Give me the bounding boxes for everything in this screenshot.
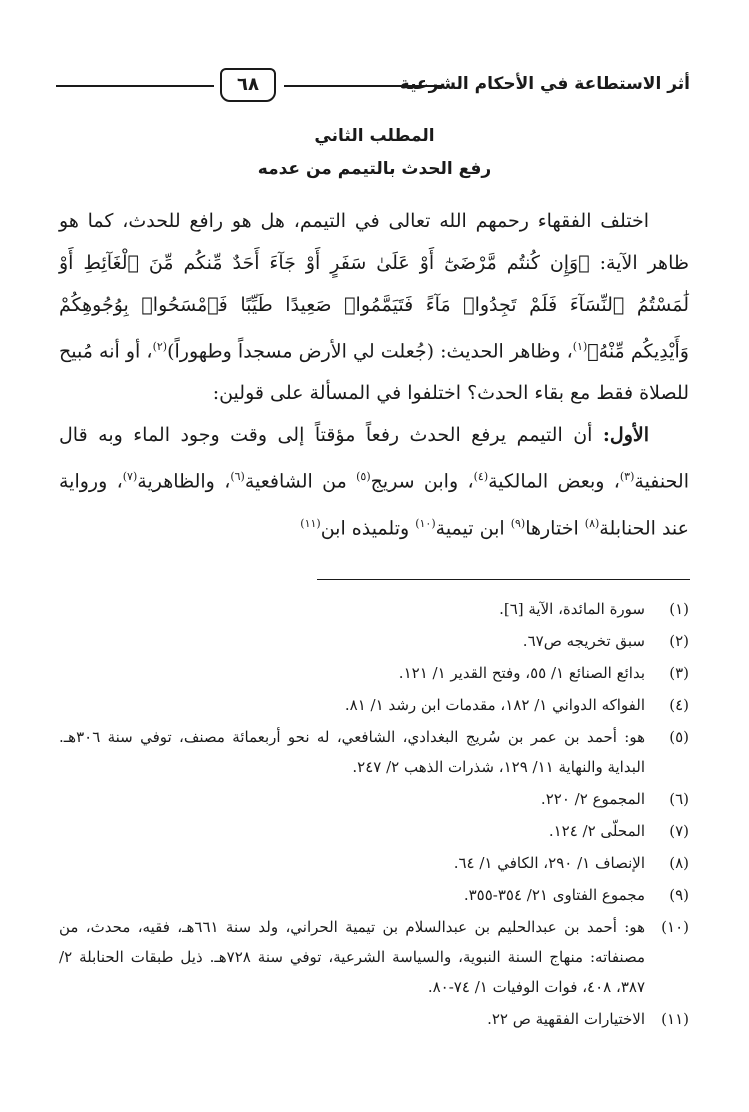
footnote xyxy=(59,848,689,878)
footnote-text: سبق تخريجه ص٦٧. xyxy=(522,632,645,650)
opinion-text-a: أن التيمم يرفع الحدث رفعاً مؤقتاً إلى وقت وجود الماء وبه قال الحنفية xyxy=(59,424,689,493)
paragraph-intro xyxy=(59,200,689,414)
footnote-ref-10: (١٠) xyxy=(415,516,436,530)
footnote xyxy=(59,594,689,624)
running-title: أثر الاستطاعة في الأحكام الشرعية xyxy=(399,74,690,94)
opinion-text-b: ، وبعض المالكية xyxy=(488,470,620,493)
footnote-number: (٩) xyxy=(669,886,689,904)
footnote-number: (٧) xyxy=(669,822,689,840)
paragraph-first-opinion xyxy=(59,414,689,549)
footnote xyxy=(59,912,689,1002)
footnote-text: الفواكه الدواني ١/ ١٨٢، مقدمات ابن رشد ١/ ٨١. xyxy=(344,696,645,714)
footnote xyxy=(59,880,689,910)
footnote-ref-8: (٨) xyxy=(584,516,600,530)
footnote xyxy=(59,816,689,846)
quran-verse: ﴿وَإِن كُنتُم مَّرْضَىٰٓ أَوْ عَلَىٰ سَفَرٍ أَوْ جَآءَ أَحَدٌ مِّنكُم مِّنَ ٱلْغَآئِطِ أَوْ لَٰمَسْتُمُ ٱلنِّسَآءَ فَلَمْ تَجِدُوا۟ مَآءً فَتَيَمَّمُوا۟ صَعِيدًا طَيِّبًا فَٱمْسَحُوا۟ بِوُجُوهِكُمْ وَأَيْدِيكُم مِّنْهُ﴾ xyxy=(59,252,689,363)
footnotes xyxy=(59,594,689,1036)
footnote-divider xyxy=(317,579,690,580)
footnote-ref-1: (١) xyxy=(572,340,588,353)
section-subtitle: رفع الحدث بالتيمم من عدمه xyxy=(257,159,492,179)
footnote-number: (١١) xyxy=(661,1010,689,1028)
section-title: المطلب الثاني xyxy=(314,126,435,146)
footnote xyxy=(59,626,689,656)
first-opinion-label: الأول: xyxy=(602,424,649,447)
footnote xyxy=(59,784,689,814)
footnote-number: (٤) xyxy=(669,696,689,714)
opinion-text-h: ابن تيمية xyxy=(435,516,511,539)
header-rule-right xyxy=(284,85,442,87)
footnote-ref-6: (٦) xyxy=(230,470,245,484)
opinion-text-c: ، وابن سريج xyxy=(370,470,474,493)
footnote-text: المجموع ٢/ ٢٢٠. xyxy=(540,790,645,808)
opinion-text-i: وتلميذه ابن xyxy=(320,516,416,539)
footnote xyxy=(59,722,689,782)
opinion-text-e: ، والظاهرية xyxy=(137,470,231,493)
footnote-ref-9: (٩) xyxy=(510,516,526,530)
footnote-ref-3: (٣) xyxy=(619,470,635,484)
footnote-text: هو: أحمد بن عبدالحليم بن عبدالسلام بن تيمية الحراني، ولد سنة ٦٦١هـ، فقيه، محدث، من مصنفاته: منهاج السنة النبوية، والسياسة الشرعية، توفي سنة ٧٢٨هـ. ذيل طبقات الحنابلة ٢/ ٣٨٧، ٤٠٨، فوات الوفيات ١/ ٧٤-٨٠. xyxy=(59,918,646,996)
footnote xyxy=(59,690,689,720)
footnote-ref-4: (٤) xyxy=(473,470,489,484)
hadith-text: ، وظاهر الحديث: (جُعلت لي الأرض مسجداً وطهوراً) xyxy=(167,340,573,363)
opinion-text-d: من الشافعية xyxy=(244,470,357,493)
footnote-number: (١) xyxy=(669,600,689,618)
footnote-text: بدائع الصنائع ١/ ٥٥، وفتح القدير ١/ ١٢١. xyxy=(398,664,645,682)
opinion-text-f: ، ورواية عند الحنابلة xyxy=(59,470,689,539)
footnote-text: سورة المائدة، الآية [٦]. xyxy=(499,600,645,618)
footnote-ref-7: (٧) xyxy=(122,470,138,484)
question-text: ، أو أنه مُبيح للصلاة فقط مع بقاء الحدث؟ اختلفوا في المسألة على قولين: xyxy=(59,340,689,405)
page-number: ٦٨ xyxy=(220,68,276,102)
header-rule-left xyxy=(56,85,214,87)
footnote-text: مجموع الفتاوى ٢١/ ٣٥٤-٣٥٥. xyxy=(463,886,645,904)
page-header xyxy=(60,68,690,112)
footnote-ref-2: (٢) xyxy=(152,340,168,353)
footnote-number: (٦) xyxy=(669,790,689,808)
footnote-text: هو: أحمد بن عمر بن سُريج البغدادي، الشافعي، له نحو أربعمائة مصنف، توفي سنة ٣٠٦هـ. البداية والنهاية ١١/ ١٢٩، شذرات الذهب ٢/ ٢٤٧. xyxy=(59,728,645,776)
footnote-text: الإنصاف ١/ ٢٩٠، الكافي ١/ ٦٤. xyxy=(453,854,645,872)
footnote xyxy=(59,1004,689,1034)
footnote-number: (٣) xyxy=(669,664,689,682)
footnote-text: الاختيارات الفقهية ص ٢٢. xyxy=(487,1010,645,1028)
footnote-number: (٨) xyxy=(669,854,689,872)
footnote-number: (٢) xyxy=(669,632,689,650)
footnote xyxy=(59,658,689,688)
footnote-number: (١٠) xyxy=(661,918,689,936)
footnote-number: (٥) xyxy=(669,728,689,746)
intro-text: اختلف الفقهاء رحمهم الله تعالى في التيمم، هل هو رافع للحدث، كما هو ظاهر الآية: xyxy=(59,210,689,274)
footnote-ref-11: (١١) xyxy=(300,516,321,530)
opinion-text-g: اختارها xyxy=(525,516,585,539)
footnote-text: المحلّى ٢/ ١٢٤. xyxy=(548,822,645,840)
footnote-ref-5: (٥) xyxy=(356,470,371,484)
main-text xyxy=(59,200,689,549)
